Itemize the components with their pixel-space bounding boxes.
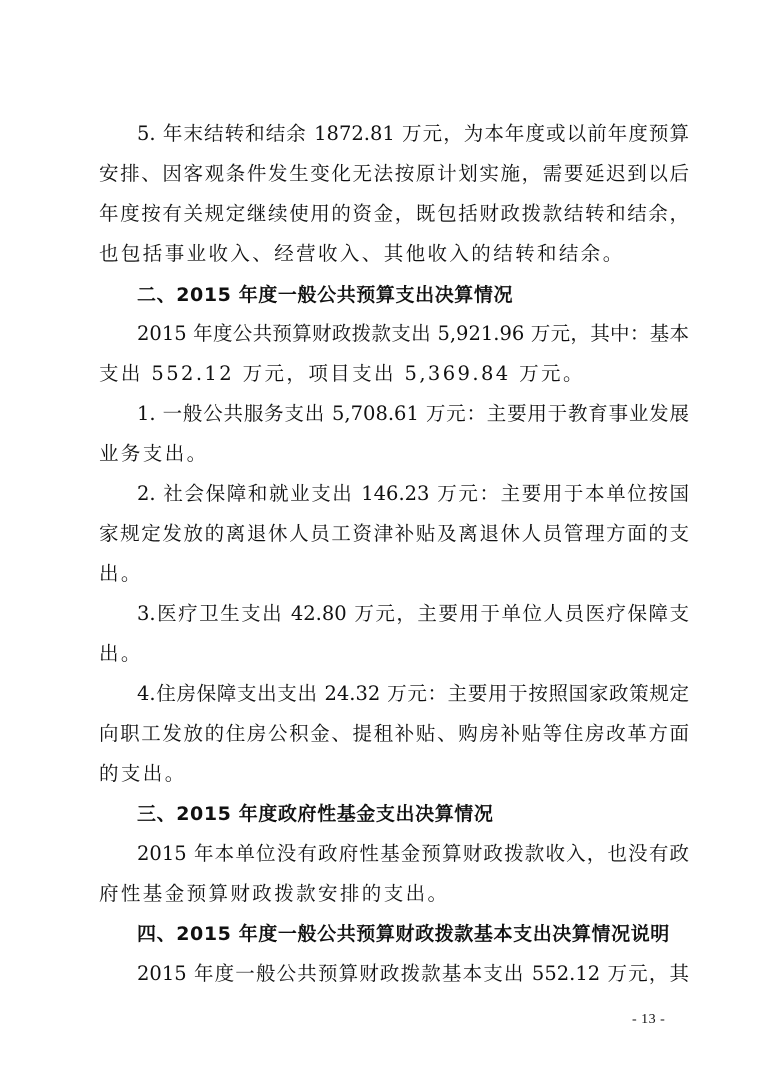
paragraph-line: 向职工发放的住房公积金、提租补贴、购房补贴等住房改革方面	[99, 722, 689, 745]
paragraph-line: 年度按有关规定继续使用的资金，既包括财政拨款结转和结余，	[99, 202, 689, 225]
paragraph-line: 1. 一般公共服务支出 5,708.61 万元：主要用于教育事业发展	[137, 402, 689, 425]
paragraph-line: 2. 社会保障和就业支出 146.23 万元：主要用于本单位按国	[137, 482, 689, 505]
paragraph-line: 家规定发放的离退休人员工资津补贴及离退休人员管理方面的支	[99, 522, 689, 545]
paragraph-line: 3.医疗卫生支出 42.80 万元，主要用于单位人员医疗保障支	[137, 602, 689, 625]
section-heading-2: 二、2015 年度一般公共预算支出决算情况	[137, 284, 514, 306]
paragraph-line: 2015 年度一般公共预算财政拨款基本支出 552.12 万元，其	[137, 962, 689, 985]
paragraph-line: 出。	[99, 642, 143, 665]
paragraph-line: 2015 年本单位没有政府性基金预算财政拨款收入，也没有政	[137, 842, 689, 865]
paragraph-line: 也包括事业收入、经营收入、其他收入的结转和结余。	[99, 242, 625, 265]
paragraph-line: 2015 年度公共预算财政拨款支出 5,921.96 万元，其中：基本	[137, 322, 689, 345]
paragraph-line: 4.住房保障支出支出 24.32 万元：主要用于按照国家政策规定	[137, 682, 689, 705]
paragraph-line: 出。	[99, 562, 143, 585]
paragraph-line: 5. 年末结转和结余 1872.81 万元，为本年度或以前年度预算	[137, 122, 689, 145]
paragraph-line: 府性基金预算财政拨款安排的支出。	[99, 882, 450, 905]
paragraph-line: 的支出。	[99, 762, 187, 785]
section-heading-4: 四、2015 年度一般公共预算财政拨款基本支出决算情况说明	[137, 923, 670, 945]
paragraph-line: 安排、因客观条件发生变化无法按原计划实施，需要延迟到以后	[99, 162, 689, 185]
page-number: - 13 -	[632, 1012, 666, 1027]
paragraph-line: 业务支出。	[99, 442, 209, 465]
section-heading-3: 三、2015 年度政府性基金支出决算情况	[137, 803, 494, 825]
paragraph-line: 支出 552.12 万元，项目支出 5,369.84 万元。	[99, 362, 585, 385]
